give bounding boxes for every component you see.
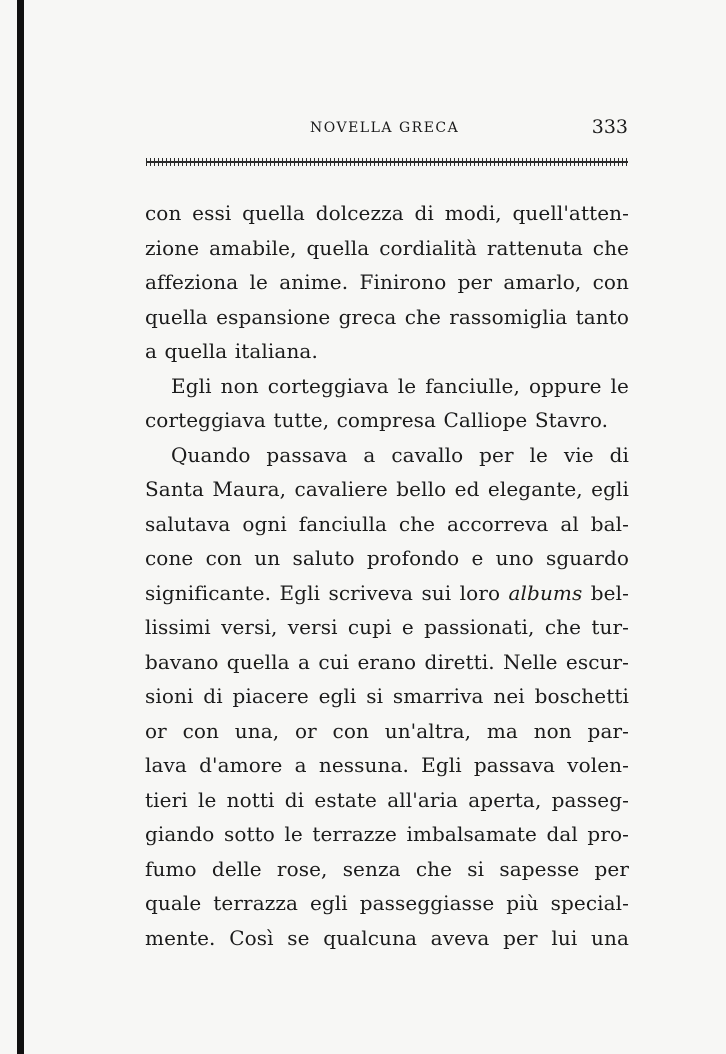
text-line: bavano quella a cui erano diretti. Nelle escur- [145, 649, 629, 674]
ornamental-rule [146, 157, 628, 167]
text-segment: significante. Egli scriveva sui loro [145, 580, 501, 605]
text-line: tieri le notti di estate all'aria aperta, passeg- [145, 787, 629, 812]
text-line: Quando passava a cavallo per le vie di [171, 442, 629, 467]
text-line-with-italic [145, 576, 629, 611]
text-line: sioni di piacere egli si smarriva nei boschetti [145, 684, 629, 708]
text-line: corteggiava tutte, compresa Calliope Stavro. [145, 408, 609, 432]
text-line: lissimi versi, versi cupi e passionati, che tur- [145, 615, 629, 639]
text-line: or con una, or con un'altra, ma non par- [145, 718, 629, 743]
text-line: quale terrazza egli passeggiasse più special- [145, 891, 629, 915]
text-line: quella espansione greca che rassomiglia tanto [145, 304, 629, 329]
text-segment: bel- [590, 580, 629, 605]
binding-edge-shadow [17, 0, 24, 1054]
page-header [146, 116, 628, 144]
text-line: Egli non corteggiava le fanciulle, oppure le [171, 373, 629, 398]
text-line: Santa Maura, cavaliere bello ed elegante, egli [145, 477, 629, 501]
text-line: lava d'amore a nessuna. Egli passava volen- [145, 753, 629, 777]
text-line: mente. Così se qualcuna aveva per lui una [145, 925, 629, 950]
page-number: 333 [591, 116, 628, 138]
text-line: a quella italiana. [145, 339, 318, 363]
text-line: salutava ogni fanciulla che accorreva al bal- [145, 511, 629, 536]
text-line: affeziona le anime. Finirono per amarlo, con [145, 270, 629, 294]
italic-word: albums [508, 580, 583, 605]
text-line: fumo delle rose, senza che si sapesse per [145, 856, 629, 881]
text-line: giando sotto le terrazze imbalsamate dal pro- [145, 822, 629, 846]
text-line: con essi quella dolcezza di modi, quell'atten- [145, 201, 629, 225]
body-text [145, 196, 629, 955]
text-line: zione amabile, quella cordialità rattenuta che [145, 235, 629, 260]
text-line: cone con un saluto profondo e uno sguardo [145, 546, 629, 570]
running-title: NOVELLA GRECA [310, 120, 460, 136]
